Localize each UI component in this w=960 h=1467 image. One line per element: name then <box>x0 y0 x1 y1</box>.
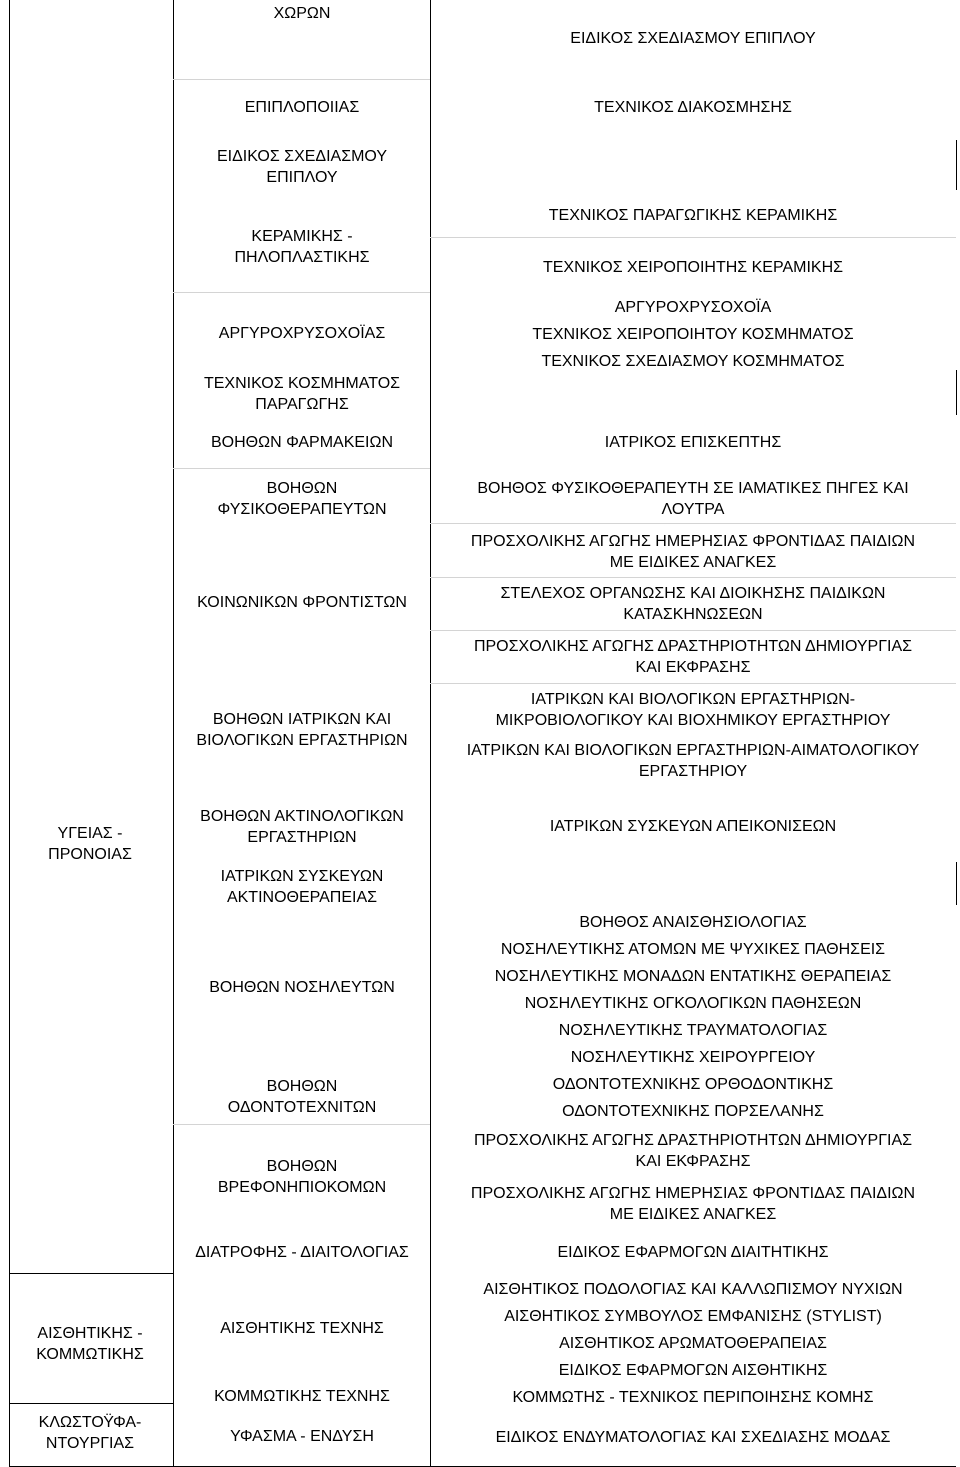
specialty-cell-line: ΕΙΔΙΚΟΣ ΕΦΑΡΜΟΓΩΝ ΑΙΣΘΗΤΙΚΗΣ <box>558 1362 828 1379</box>
specialty-cell-line: ΠΡΟΣΧΟΛΙΚΗΣ ΑΓΩΓΗΣ ΔΡΑΣΤΗΡΙΟΤΗΤΩΝ ΔΗΜΙΟΥΡΓΙΑΣ <box>473 1132 913 1149</box>
specialty-cell <box>541 351 844 372</box>
specialty-cell-line: ΟΔΟΝΤΟΤΕΧΝΙΚΗΣ ΠΟΡΣΕΛΑΝΗΣ <box>562 1103 824 1120</box>
sector-cell <box>218 1156 386 1198</box>
specialty-cell-line: ΜΙΚΡΟΒΙΟΛΟΓΙΚΟΥ ΚΑΙ ΒΙΟΧΗΜΙΚΟΥ ΕΡΓΑΣΤΗΡΙΟΥ <box>495 712 891 729</box>
specialty-cell-line: ΟΔΟΝΤΟΤΕΧΝΙΚΗΣ ΟΡΘΟΔΟΝΤΙΚΗΣ <box>552 1076 834 1093</box>
field-cell-line: ΥΓΕΙΑΣ - <box>57 825 123 842</box>
specialty-cell-line: ΛΟΥΤΡΑ <box>661 501 725 518</box>
specialty-cell <box>559 1360 828 1381</box>
grid-line <box>430 630 956 631</box>
specialty-cell-line: ΚΑΙ ΕΚΦΡΑΣΗΣ <box>635 659 751 676</box>
specialty-cell-line: ΤΕΧΝΙΚΟΣ ΧΕΙΡΟΠΟΙΗΤΟΥ ΚΟΣΜΗΜΑΤΟΣ <box>532 326 854 343</box>
grid-line <box>430 237 956 238</box>
specialty-cell <box>550 816 836 837</box>
sector-cell-line: ΒΟΗΘΩΝ <box>266 480 338 497</box>
sector-cell <box>230 1426 374 1447</box>
sector-cell-line: ΦΥΣΙΚΟΘΕΡΑΠΕΥΤΩΝ <box>217 501 387 518</box>
sector-cell-line: ΟΔΟΝΤΟΤΕΧΝΙΤΩΝ <box>227 1099 377 1116</box>
specialty-cell <box>525 993 862 1014</box>
specialty-cell <box>474 1130 912 1172</box>
sector-cell <box>221 866 384 908</box>
sector-cell-line: ΥΦΑΣΜΑ - ΕΝΔΥΣΗ <box>230 1428 374 1445</box>
specialty-cell-line: ΚΑΙ ΕΚΦΡΑΣΗΣ <box>635 1153 751 1170</box>
sector-cell-line: ΑΡΓΥΡΟΧΡΥΣΟΧΟΪΑΣ <box>218 325 386 342</box>
specialty-cell <box>483 1279 902 1300</box>
specialty-cell-line: ΜΕ ΕΙΔΙΚΕΣ ΑΝΑΓΚΕΣ <box>609 554 777 571</box>
specialty-cell-line: ΝΟΣΗΛΕΥΤΙΚΗΣ ΟΓΚΟΛΟΓΙΚΩΝ ΠΑΘΗΣΕΩΝ <box>524 995 862 1012</box>
specialty-cell <box>549 205 837 226</box>
field-cell-klostoyfantourgias <box>39 1412 142 1454</box>
specialty-cell-line: ΚΑΤΑΣΚΗΝΩΣΕΩΝ <box>623 606 763 623</box>
specialty-cell <box>513 1387 874 1408</box>
sector-cell <box>196 709 407 751</box>
sector-cell-line: ΚΟΙΝΩΝΙΚΩΝ ΦΡΟΝΤΙΣΤΩΝ <box>197 594 407 611</box>
sector-cell <box>274 3 331 24</box>
sector-cell-line: ΒΡΕΦΟΝΗΠΙΟΚΟΜΩΝ <box>217 1179 387 1196</box>
sector-cell <box>220 1318 384 1339</box>
sector-cell <box>197 592 407 613</box>
sector-cell <box>219 323 385 344</box>
specialty-cell-line: ΙΑΤΡΙΚΩΝ ΚΑΙ ΒΙΟΛΟΓΙΚΩΝ ΕΡΓΑΣΤΗΡΙΩΝ-ΑΙΜΑΤΟΛΟΓΙΚΟΥ <box>466 742 920 759</box>
specialty-cell-line: ΕΡΓΑΣΤΗΡΙΟΥ <box>638 763 748 780</box>
specialty-cell <box>504 1306 882 1327</box>
sector-cell-line: ΒΟΗΘΩΝ <box>266 1078 338 1095</box>
specialty-cell <box>571 1047 816 1068</box>
field-cell-line: ΚΛΩΣΤΟΫΦΑ- <box>38 1414 142 1431</box>
grid-line <box>173 0 174 1466</box>
sector-cell <box>211 432 393 453</box>
field-cell-line: ΑΙΣΘΗΤΙΚΗΣ - <box>37 1325 143 1342</box>
specialty-cell-line: ΕΙΔΙΚΟΣ ΕΦΑΡΜΟΓΩΝ ΔΙΑΙΤΗΤΙΚΗΣ <box>557 1244 829 1261</box>
grid-line <box>9 1403 173 1404</box>
specialty-cell <box>594 97 792 118</box>
specialty-cell-line: ΙΑΤΡΙΚΩΝ ΣΥΣΚΕΥΩΝ ΑΠΕΙΚΟΝΙΣΕΩΝ <box>549 818 837 835</box>
specialty-cell <box>553 1074 833 1095</box>
specialty-cell <box>467 740 920 782</box>
field-cell-line: ΝΤΟΥΡΓΙΑΣ <box>45 1435 135 1452</box>
sector-cell <box>234 226 369 268</box>
specialty-cell <box>471 1183 915 1225</box>
specialty-cell <box>579 912 806 933</box>
field-cell-line: ΠΡΟΝΟΙΑΣ <box>48 846 132 863</box>
specialty-cell <box>615 297 772 318</box>
specialty-cell-line: ΒΟΗΘΟΣ ΦΥΣΙΚΟΘΕΡΑΠΕΥΤΗ ΣΕ ΙΑΜΑΤΙΚΕΣ ΠΗΓΕΣ ΚΑΙ <box>477 480 909 497</box>
specialty-cell-line: ΠΡΟΣΧΟΛΙΚΗΣ ΑΓΩΓΗΣ ΔΡΑΣΤΗΡΙΟΤΗΤΩΝ ΔΗΜΙΟΥΡΓΙΑΣ <box>473 638 913 655</box>
specialty-cell-line: ΜΕ ΕΙΔΙΚΕΣ ΑΝΑΓΚΕΣ <box>609 1206 777 1223</box>
specialty-cell <box>495 966 892 987</box>
grid-line <box>956 862 957 905</box>
specialty-cell <box>501 939 885 960</box>
grid-line <box>430 523 956 524</box>
specialty-cell-line: ΕΙΔΙΚΟΣ ΣΧΕΔΙΑΣΜΟΥ ΕΠΙΠΛΟΥ <box>570 30 816 47</box>
grid-line <box>173 468 430 469</box>
specialty-cell <box>557 1242 828 1263</box>
sector-cell-line: ΕΙΔΙΚΟΣ ΣΧΕΔΙΑΣΜΟΥ <box>216 148 388 165</box>
sector-cell-line: ΕΠΙΠΛΟΥ <box>266 169 338 186</box>
grid-line <box>956 140 957 190</box>
field-cell-aisthitikis-kommotikis <box>36 1323 144 1365</box>
specialty-cell-line: ΙΑΤΡΙΚΩΝ ΚΑΙ ΒΙΟΛΟΓΙΚΩΝ ΕΡΓΑΣΤΗΡΙΩΝ- <box>530 691 856 708</box>
sector-cell <box>209 977 395 998</box>
sector-cell <box>204 373 400 415</box>
specialty-cell-line: ΙΑΤΡΙΚΟΣ ΕΠΙΣΚΕΠΤΗΣ <box>604 434 782 451</box>
grid-line <box>173 292 430 293</box>
sector-cell-line: ΠΗΛΟΠΛΑΣΤΙΚΗΣ <box>234 249 370 266</box>
grid-line <box>173 1124 430 1125</box>
field-cell-line: ΚΟΜΜΩΤΙΚΗΣ <box>36 1346 144 1363</box>
sector-cell <box>217 478 386 520</box>
grid-line <box>430 683 956 684</box>
specialty-cell <box>543 257 843 278</box>
sector-cell-line: ΒΟΗΘΩΝ ΙΑΤΡΙΚΩΝ ΚΑΙ <box>212 711 392 728</box>
specialty-cell <box>562 1101 824 1122</box>
specialty-cell <box>605 432 781 453</box>
sector-cell-line: ΑΙΣΘΗΤΙΚΗΣ ΤΕΧΝΗΣ <box>220 1320 384 1337</box>
grid-line <box>173 79 430 80</box>
field-cell-ygeias-pronoias <box>48 823 132 865</box>
sector-cell-line: ΤΕΧΝΙΚΟΣ ΚΟΣΜΗΜΑΤΟΣ <box>203 375 401 392</box>
grid-line <box>9 1273 173 1274</box>
specialty-cell <box>471 531 915 573</box>
sector-cell-line: ΒΙΟΛΟΓΙΚΩΝ ΕΡΓΑΣΤΗΡΙΩΝ <box>196 732 408 749</box>
specialty-cell-line: ΝΟΣΗΛΕΥΤΙΚΗΣ ΤΡΑΥΜΑΤΟΛΟΓΙΑΣ <box>558 1022 828 1039</box>
grid-line <box>430 577 956 578</box>
sector-cell-line: ΒΟΗΘΩΝ ΝΟΣΗΛΕΥΤΩΝ <box>209 979 395 996</box>
specialty-cell <box>496 689 891 731</box>
sector-cell-line: ΕΠΙΠΛΟΠΟΙΙΑΣ <box>244 99 360 116</box>
specialty-cell <box>477 478 908 520</box>
specialty-cell-line: ΤΕΧΝΙΚΟΣ ΧΕΙΡΟΠΟΙΗΤΗΣ ΚΕΡΑΜΙΚΗΣ <box>542 259 844 276</box>
sector-cell-line: ΒΟΗΘΩΝ ΑΚΤΙΝΟΛΟΓΙΚΩΝ <box>200 808 404 825</box>
specialty-cell <box>532 324 853 345</box>
specialty-cell-line: ΤΕΧΝΙΚΟΣ ΠΑΡΑΓΩΓΙΚΗΣ ΚΕΡΑΜΙΚΗΣ <box>548 207 838 224</box>
specialty-cell <box>474 636 912 678</box>
specialty-cell-line: ΑΙΣΘΗΤΙΚΟΣ ΑΡΩΜΑΤΟΘΕΡΑΠΕΙΑΣ <box>559 1335 827 1352</box>
specialty-cell <box>559 1020 827 1041</box>
grid-line <box>956 370 957 415</box>
specialty-cell-line: ΝΟΣΗΛΕΥΤΙΚΗΣ ΜΟΝΑΔΩΝ ΕΝΤΑΤΙΚΗΣ ΘΕΡΑΠΕΙΑΣ <box>494 968 892 985</box>
grid-line <box>9 0 10 1466</box>
sector-cell <box>217 146 387 188</box>
specialty-cell <box>570 28 815 49</box>
specialty-cell-line: ΤΕΧΝΙΚΟΣ ΔΙΑΚΟΣΜΗΣΗΣ <box>594 99 792 116</box>
sector-cell-line: ΕΡΓΑΣΤΗΡΙΩΝ <box>247 829 357 846</box>
sector-cell-line: ΔΙΑΤΡΟΦΗΣ - ΔΙΑΙΤΟΛΟΓΙΑΣ <box>195 1244 409 1261</box>
specialty-cell <box>496 1427 891 1448</box>
sector-cell <box>200 806 404 848</box>
sector-cell-line: ΒΟΗΘΩΝ <box>266 1158 338 1175</box>
sector-cell-line: ΧΩΡΩΝ <box>273 5 331 22</box>
sector-cell <box>228 1076 377 1118</box>
specialty-cell-line: ΕΙΔΙΚΟΣ ΕΝΔΥΜΑΤΟΛΟΓΙΑΣ ΚΑΙ ΣΧΕΔΙΑΣΗΣ ΜΟΔΑΣ <box>495 1429 891 1446</box>
sector-cell-line: ΒΟΗΘΩΝ ΦΑΡΜΑΚΕΙΩΝ <box>210 434 394 451</box>
sector-cell-line: ΑΚΤΙΝΟΘΕΡΑΠΕΙΑΣ <box>226 889 378 906</box>
specialty-cell-line: ΚΟΜΜΩΤΗΣ - ΤΕΧΝΙΚΟΣ ΠΕΡΙΠΟΙΗΣΗΣ ΚΟΜΗΣ <box>512 1389 874 1406</box>
specialty-cell-line: ΑΙΣΘΗΤΙΚΟΣ ΠΟΔΟΛΟΓΙΑΣ ΚΑΙ ΚΑΛΛΩΠΙΣΜΟΥ ΝΥΧΙΩΝ <box>483 1281 903 1298</box>
sector-cell <box>214 1386 390 1407</box>
sector-cell-line: ΙΑΤΡΙΚΩΝ ΣΥΣΚΕΥΩΝ <box>220 868 384 885</box>
grid-line <box>430 0 431 1466</box>
sector-cell-line: ΠΑΡΑΓΩΓΗΣ <box>255 396 349 413</box>
specialty-cell-line: ΣΤΕΛΕΧΟΣ ΟΡΓΑΝΩΣΗΣ ΚΑΙ ΔΙΟΙΚΗΣΗΣ ΠΑΙΔΙΚΩΝ <box>500 585 886 602</box>
specialty-cell-line: ΤΕΧΝΙΚΟΣ ΣΧΕΔΙΑΣΜΟΥ ΚΟΣΜΗΜΑΤΟΣ <box>541 353 845 370</box>
specialty-cell <box>501 583 886 625</box>
sector-cell <box>245 97 359 118</box>
specialty-cell-line: ΑΙΣΘΗΤΙΚΟΣ ΣΥΜΒΟΥΛΟΣ ΕΜΦΑΝΙΣΗΣ (STYLIST) <box>504 1308 882 1325</box>
specialty-cell-line: ΠΡΟΣΧΟΛΙΚΗΣ ΑΓΩΓΗΣ ΗΜΕΡΗΣΙΑΣ ΦΡΟΝΤΙΔΑΣ ΠΑΙΔΙΩΝ <box>470 1185 916 1202</box>
specialty-cell-line: ΝΟΣΗΛΕΥΤΙΚΗΣ ΧΕΙΡΟΥΡΓΕΙΟΥ <box>570 1049 816 1066</box>
sector-cell <box>195 1242 409 1263</box>
sector-cell-line: ΚΕΡΑΜΙΚΗΣ - <box>251 228 353 245</box>
specialty-cell-line: ΑΡΓΥΡΟΧΡΥΣΟΧΟΪΑ <box>614 299 772 316</box>
specialty-cell-line: ΝΟΣΗΛΕΥΤΙΚΗΣ ΑΤΟΜΩΝ ΜΕ ΨΥΧΙΚΕΣ ΠΑΘΗΣΕΙΣ <box>500 941 886 958</box>
specialty-cell-line: ΠΡΟΣΧΟΛΙΚΗΣ ΑΓΩΓΗΣ ΗΜΕΡΗΣΙΑΣ ΦΡΟΝΤΙΔΑΣ ΠΑΙΔΙΩΝ <box>470 533 916 550</box>
specialty-cell-line: ΒΟΗΘΟΣ ΑΝΑΙΣΘΗΣΙΟΛΟΓΙΑΣ <box>579 914 807 931</box>
specialty-cell <box>559 1333 827 1354</box>
sector-cell-line: ΚΟΜΜΩΤΙΚΗΣ ΤΕΧΝΗΣ <box>214 1388 390 1405</box>
